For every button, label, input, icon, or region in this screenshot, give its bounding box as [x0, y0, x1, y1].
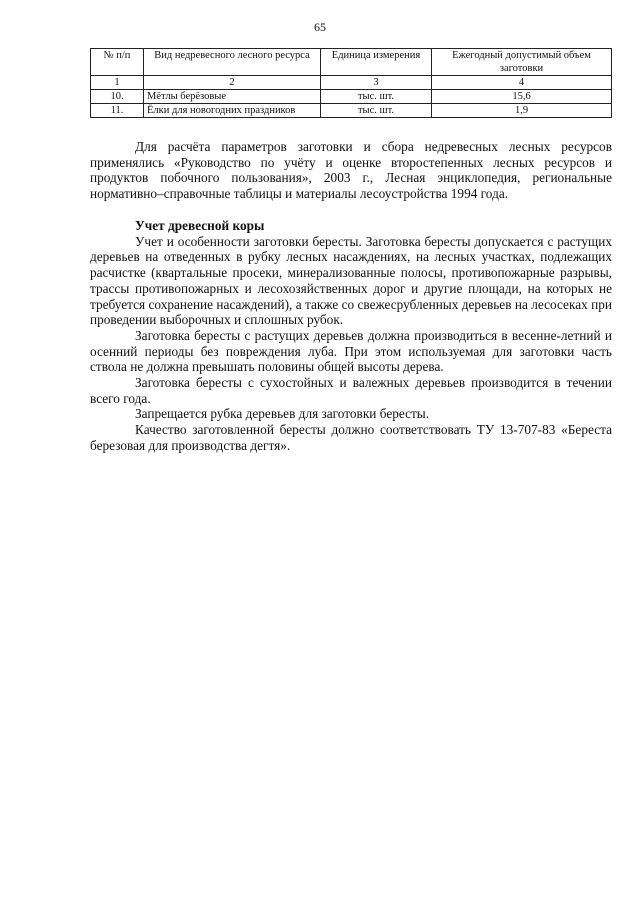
- row-resource-name: Ёлки для новогодних праздников: [144, 104, 321, 118]
- header-resource-type: Вид недревесного лесного ресурса: [144, 49, 321, 76]
- index-cell: 4: [432, 76, 612, 90]
- row-number: 10.: [91, 90, 144, 104]
- resources-table: [90, 48, 612, 118]
- header-annual-volume: Ежегодный допустимый объем заготовки: [432, 49, 612, 76]
- row-volume: 1,9: [432, 104, 612, 118]
- row-number: 11.: [91, 104, 144, 118]
- header-number: № п/п: [91, 49, 144, 76]
- table-row: [91, 90, 612, 104]
- section-heading: Учет древесной коры: [135, 218, 265, 233]
- index-cell: 2: [144, 76, 321, 90]
- row-resource-name: Мётлы берёзовые: [144, 90, 321, 104]
- index-cell: 1: [91, 76, 144, 90]
- table-row: [91, 104, 612, 118]
- paragraph: Учет и особенности заготовки бересты. Заготовка бересты допускается с растущих деревьев на отведенных в рубку лесных насаждениях, на лесных участках, подлежащих расчистке (квартальные просеки, минерализованные полосы, противопожарные разрывы, трассы противопожарных и лесохозяйственных дорог и другие площади, на которых не требуется сохранение насаждений), а также со свежесрубленных деревьев на лесосеках при проведении выборочных и сплошных рубок.: [90, 233, 612, 328]
- table-header-row: [91, 49, 612, 76]
- paragraph: Запрещается рубка деревьев для заготовки бересты.: [135, 406, 430, 422]
- row-volume: 15,6: [432, 90, 612, 104]
- row-unit: тыс. шт.: [321, 104, 432, 118]
- paragraph: Качество заготовленной бересты должно соответствовать ТУ 13-707-83 «Береста березовая для производства дегтя».: [90, 422, 612, 453]
- header-unit: Единица измерения: [321, 49, 432, 76]
- paragraph: Заготовка бересты с сухостойных и валежных деревьев производится в течении всего года.: [90, 375, 612, 406]
- intro-section: [90, 139, 612, 202]
- intro-paragraph: Для расчёта параметров заготовки и сбора недревесных лесных ресурсов применялись «Руководство по учёту и оценке второстепенных лесных ресурсов и продуктов побочного пользования», 2003 г., Лесная энциклопедия, региональные нормативно–справочные таблицы и материалы лесоустройства 1994 года.: [90, 139, 612, 202]
- page-number: 65: [314, 20, 326, 34]
- table-index-row: [91, 76, 612, 90]
- index-cell: 3: [321, 76, 432, 90]
- paragraph: Заготовка бересты с растущих деревьев должна производиться в весенне-летний и осенний периоды без повреждения луба. При этом используемая для заготовки часть ствола не должна превышать половины общей высоты дерева.: [90, 327, 612, 375]
- bark-accounting-section: [90, 218, 612, 454]
- row-unit: тыс. шт.: [321, 90, 432, 104]
